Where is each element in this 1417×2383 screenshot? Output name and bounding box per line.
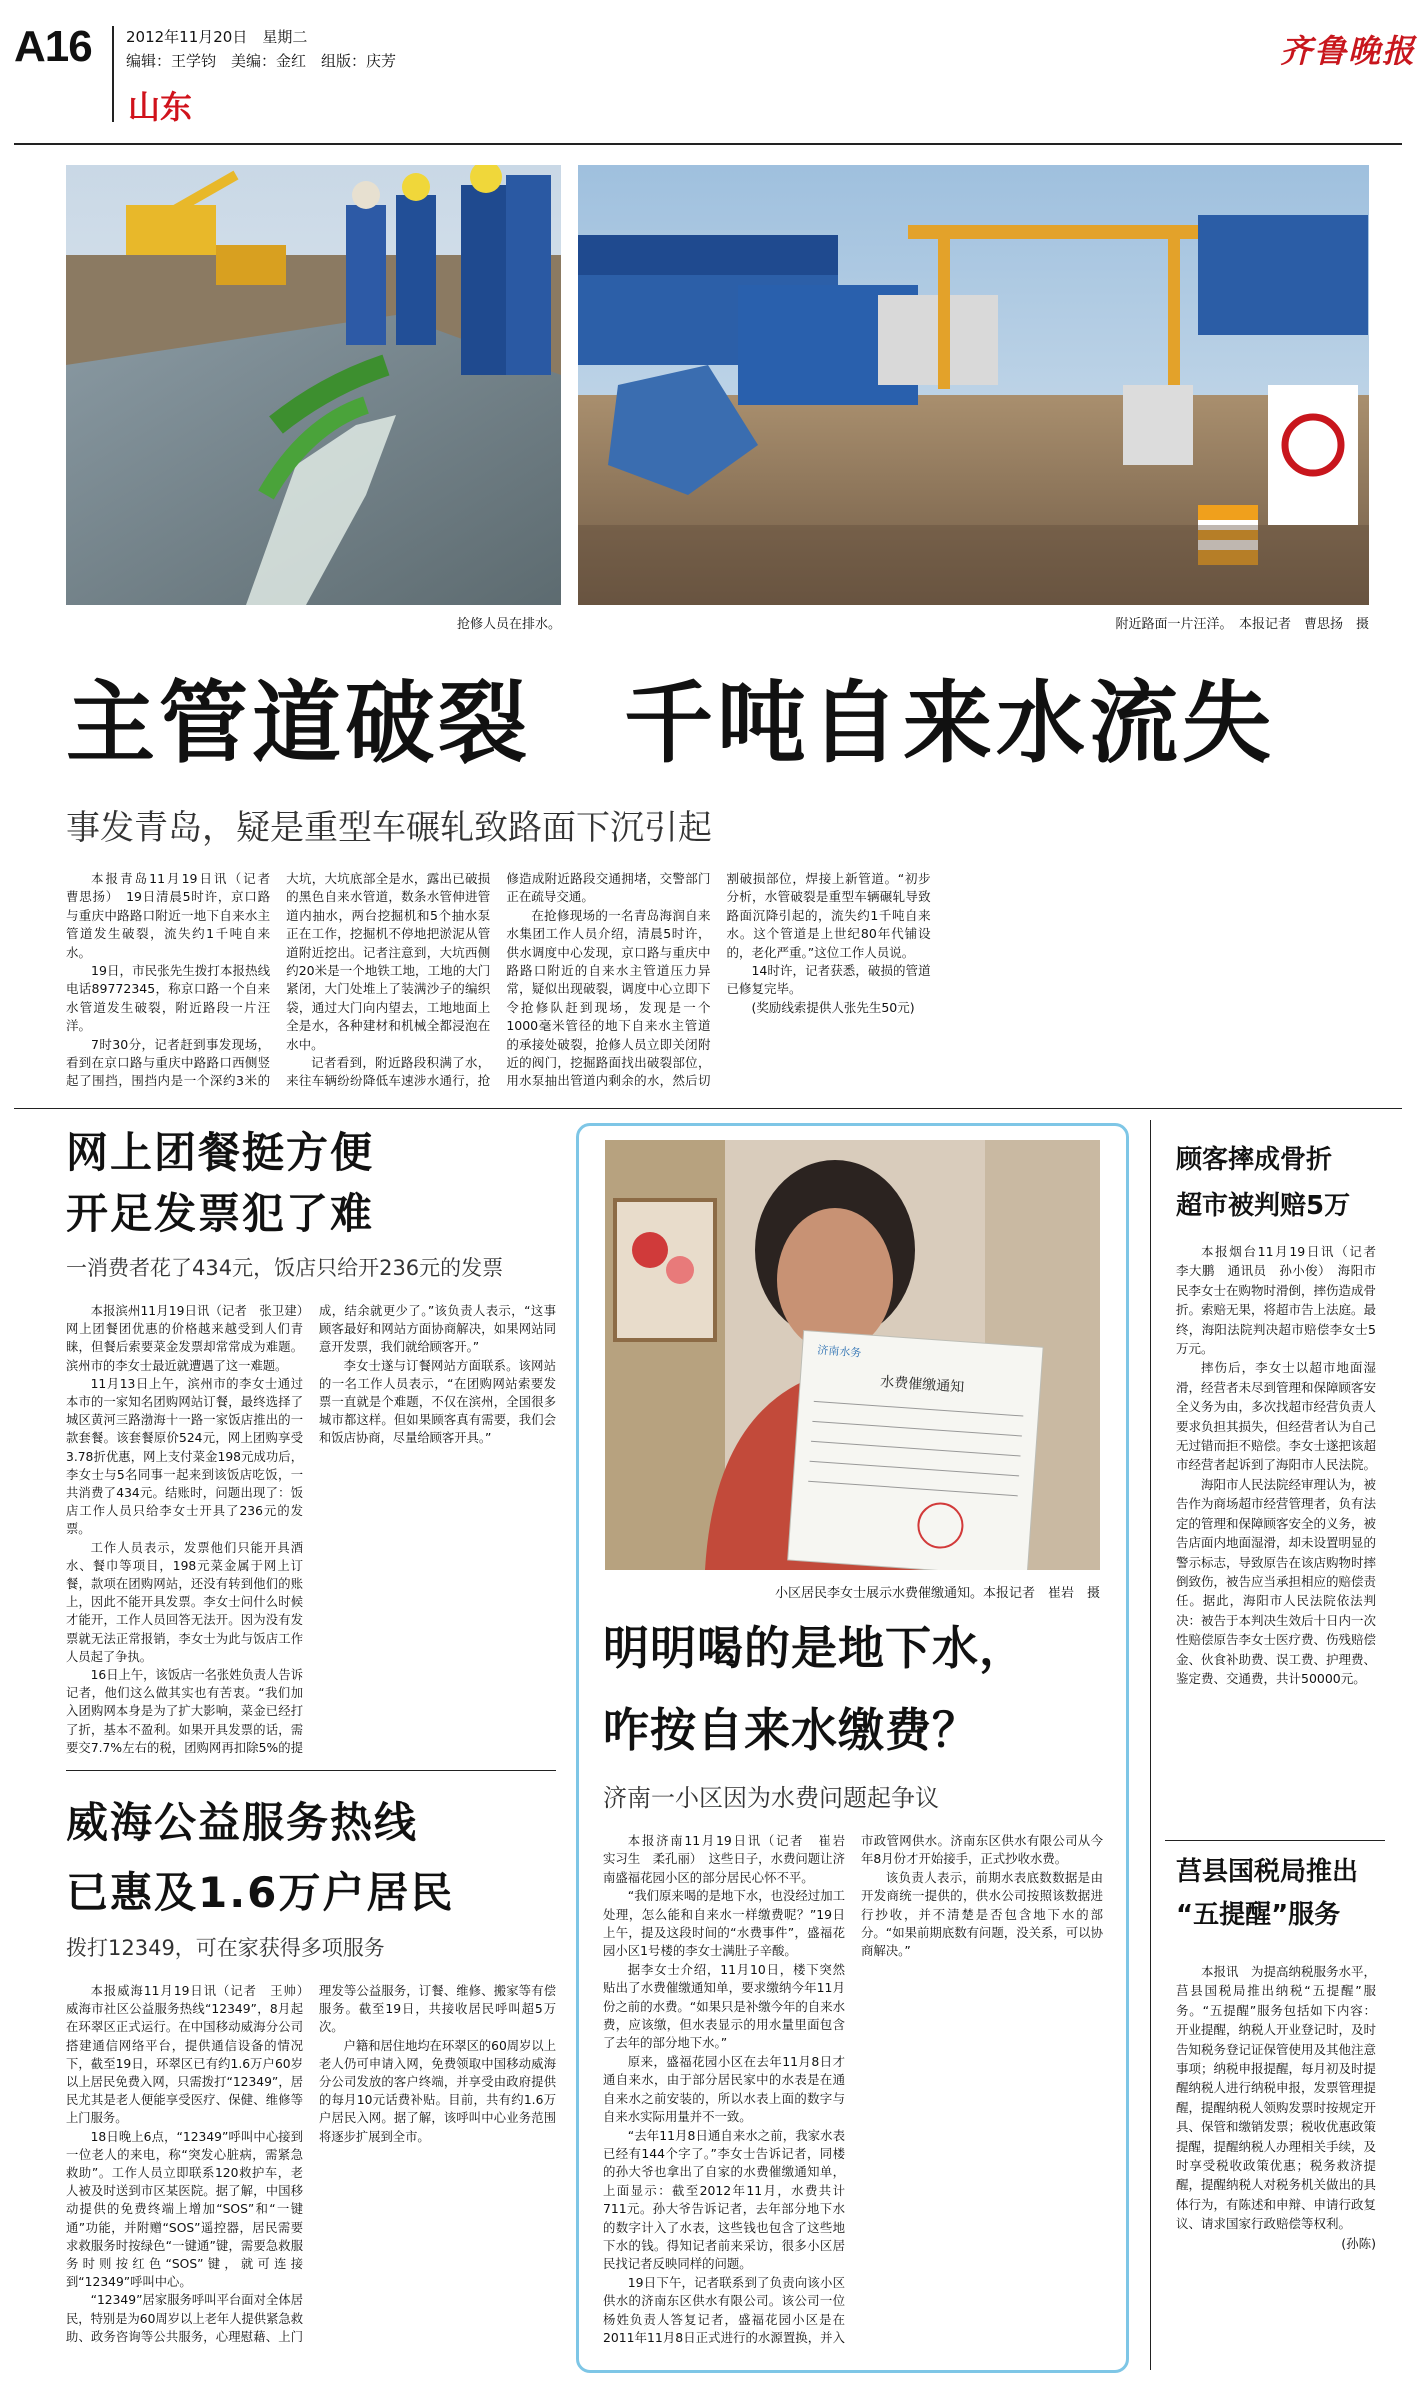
yantai-para: 海阳市人民法院经审理认为，被告作为商场超市经营管理者，负有法定的管理和保障顾客安全的义务，被告店面内地面湿滑，却未设置明显的警示标志，导致原告在该店购物时摔倒致伤，被告应当承担相应的赔偿责任。据此，海阳市人民法院依法判决：被告于本判决生效后十日内一次性赔偿原告李女士医疗费、伤残赔偿金、伙食补助费、误工费、护理费、鉴定费、交通费，共计50000元。 — [1176, 1476, 1377, 1686]
tuan-subhead: 一消费者花了434元，饭店只给开236元的发票 — [66, 1256, 504, 1280]
jinan-title-1: 明明喝的是地下水， — [603, 1621, 1026, 1675]
resident-with-notice-photo — [605, 1140, 1100, 1570]
tuan-title-2: 开足发票犯了难 — [66, 1189, 375, 1238]
juxian-para: 本报讯 为提高纳税服务水平，莒县国税局推出纳税“五提醒”服务。“五提醒”服务包括如下内容：开业提醒，纳税人开业登记时，及时告知税务登记证保管使用及其他注意事项；纳税申报提醒，每月初及时提醒纳税人进行纳税申报，发票管理提醒，提醒纳税人领购发票时按规定开具、保管和缴销发票；税收优惠政策提醒，提醒纳税人办理相关手续，及时享受税收政策优惠；税务救济提醒，提醒纳税人对税务机关做出的具体行为，有陈述和申辩、申请行政复议、请求国家行政赔偿等权利。 — [1176, 1964, 1377, 2232]
yantai-para: 摔伤后，李女士以超市地面湿滑，经营者未尽到管理和保障顾客安全义务为由，多次找超市经营负责人要求负担其损失，但经营者认为自己无过错而拒不赔偿。李女士遂把该超市经营者起诉到了海阳市人民法院。 — [1176, 1360, 1377, 1473]
weihai-para: 户籍和居住地均在环翠区的60周岁以上老人仍可申请入网，免费领取中国移动威海分公司发放的客户终端，并享受由政府提供的每月10元话费补贴。目前，共有约1.6万户居民入网。据了解，该呼叫中心业务范围将逐步扩展到全市。 — [319, 2038, 556, 2144]
lead-subhead: 事发青岛，疑是重型车碾轧致路面下沉引起 — [66, 808, 712, 848]
juxian-title-1: 莒县国税局推出 — [1176, 1857, 1359, 1887]
tuan-para: 李女士遂与订餐网站方面联系。该网站的一名工作人员表示，“在团购网站索要发票一直就是个难题，不仅在滨州，全国很多城市都这样。但如果顾客真有需要，我们会和饭店协商，尽量给顾客开具。” — [319, 1358, 556, 1446]
page-number: A16 — [14, 22, 92, 71]
tuan-para: 11月13日上午，滨州市的李女士通过本市的一家知名团购网站订餐，最终选择了城区黄河三路渤海十一路一家饭店推出的一款套餐。该套餐原价524元，网上团购享受3.78折优惠，网上支付菜金198元成功后，李女士与5名同事一起来到该饭店吃饭，一共消费了434元。结账时，问题出现了：饭店工作人员只给李女士开具了236元的发票。 — [66, 1376, 303, 1537]
jinan-subhead: 济南一小区因为水费问题起争议 — [603, 1784, 939, 1812]
flood-photo-caption: 附近路面一片汪洋。 本报记者 曹思扬 摄 — [1115, 617, 1369, 632]
yantai-body — [1176, 1242, 1389, 1688]
weihai-para: 18日晚上6点，“12349”呼叫中心接到一位老人的来电，称“突发心脏病，需紧急救助”。工作人员立即联系120救护车，老人被及时送到市区某医院。据了解，中国移动提供的免费终端上增加“SOS”和“一键通”功能，并附赠“SOS”遥控器，居民需要求救服务时按绿色“一键通”键，需要急救服务时则按红色“SOS”键，就可连接到“12349”呼叫中心。 — [66, 2129, 303, 2290]
weihai-para: “12349”居家服务呼叫平台面对全体居民，特别是为60周岁以上老年人提供紧急救助、政务咨询等公共服务，心理慰藉、上门理发等公益服务，订餐、维修、搬家等有偿服务。截至19日，共接收居民呼叫超5万次。 — [66, 1984, 556, 2344]
jinan-para: 19日下午，记者联系到了负责向该小区供水的济南东区供水有限公司。该公司一位杨姓负责人答复记者，盛福花园小区是在2011年11月8日正式进行的水源置换，并入市政管网供水。济南东区供水有限公司从今年8月份才开始接手，正式抄收水费。 — [603, 1833, 1103, 2345]
notice-title: 水费催缴通知 — [879, 1374, 965, 1396]
lead-para: (奖励线索提供人张先生50元) — [751, 999, 915, 1015]
jinan-para: 本报济南11月19日讯（记者 崔岩 实习生 柔孔丽） 这些日子，水费问题让济南盛福花园小区的部分居民心怀不平。 — [603, 1833, 858, 1885]
weihai-title-1: 威海公益服务热线 — [66, 1798, 419, 1847]
jinan-title-2: 咋按自来水缴费？ — [603, 1703, 979, 1757]
lead-para: 19日，市民张先生拨打本报热线电话89772345，称京口路一个自来水管道发生破裂，附近路段一片汪洋。 — [66, 963, 271, 1034]
weihai-para: 本报威海11月19日讯（记者 王帅） 威海市社区公益服务热线“12349”，8月起在环翠区正式运行。在中国移动威海分公司搭建通信网络平台，提供通信设备的情况下，截至19日，环翠区已有约1.6万户60岁以上居民免费入网，只需拨打“12349”，居民尤其是老人便能享受医疗、保健、维修等上门服务。 — [66, 1984, 316, 2126]
tuan-para: 16日上午，该饭店一名张姓负责人告诉记者，他们这么做其实也有苦衷。“我们加入团购网本身是为了扩大影响，菜金已经打了折，基本不盈利。如果开具发票的话，需要交7.7%左右的税，团购网再扣除5%的提成，结余就更少了。”该负责人表示，“这事顾客最好和网站方面协商解决，如果网站同意开发票，我们就给顾客开。” — [66, 1304, 556, 1755]
weihai-title-2: 已惠及1.6万户居民 — [66, 1868, 455, 1917]
notice-brand: 济南水务 — [816, 1343, 862, 1360]
lead-bottom-rule — [14, 1108, 1402, 1109]
jinan-body — [603, 1832, 1103, 2352]
lead-headline: 主管道破裂 千吨自来水流失 — [66, 671, 1275, 775]
yantai-title-1: 顾客摔成骨折 — [1176, 1145, 1333, 1175]
jinan-para: 该负责人表示，前期水表底数数据是由开发商统一提供的，供水公司按照该数据进行抄收，并不清楚是否包含地下水的部分。“如果前期底数有问题，没关系，可以协商解决。” — [861, 1869, 1103, 1959]
yantai-title-2: 超市被判赔5万 — [1176, 1191, 1351, 1221]
juxian-title-2: “五提醒”服务 — [1176, 1900, 1341, 1930]
juxian-body — [1176, 1962, 1376, 2253]
lead-para: 在抢修现场的一名青岛海润自来水集团工作人员介绍，清晨5时许，供水调度中心发现，京口路与重庆中路路口附近的自来水主管道压力异常，疑似出现破裂，调度中心立即下令抢修队赶到现场，发现是一个1000毫米管径的地下自来水主管道的承接处破裂，抢修人员立即关闭附近的阀门，挖掘路面找出破裂部位，用水泵抽出管道内剩余的水，然后切割破损部位，焊接上新管道。“初步分析，水管破裂是重型车辆碾轧导致路面沉降引起的，流失约1千吨自来水。这个管道是上世纪80年代铺设的，老化严重。”这位工作人员说。 — [506, 871, 931, 1089]
lead-para: 14时许，记者获悉，破损的管道已修复完毕。 — [726, 963, 931, 997]
weihai-body — [66, 1982, 556, 2362]
tuan-title-1: 网上团餐挺方便 — [66, 1128, 375, 1177]
date-line: 2012年11月20日 星期二 — [126, 28, 308, 46]
jinan-para: 原来，盛福花园小区在去年11月8日才通自来水，由于部分居民家中的水表是在通自来水之前安装的，所以水表上面的数字与自来水实际用量并不一致。 — [603, 2053, 845, 2125]
lead-para: 记者看到，附近路段积满了水，来往车辆纷纷降低车速涉水通行，抢修造成附近路段交通拥堵，交警部门正在疏导交通。 — [286, 871, 711, 1089]
lead-body — [66, 870, 1371, 1102]
lead-para: 本报青岛11月19日讯（记者 曹思扬） 19日清晨5时许，京口路与重庆中路路口附近一地下自来水主管道发生破裂，流失约1千吨自来水。 — [66, 871, 283, 960]
jinan-para: 据李女士介绍，11月10日，楼下突然贴出了水费催缴通知单，要求缴纳今年11月份之前的水费。“如果只是补缴今年的自来水费，应该缴，但水表显示的用水量里面包含了去年的部分地下水。” — [603, 1961, 845, 2051]
repair-photo-caption: 抢修人员在排水。 — [456, 617, 561, 632]
right-column-divider — [1150, 1120, 1151, 2370]
lead-para: 7时30分，记者赶到事发现场，看到在京口路与重庆中路路口西侧竖起了围挡，围挡内是一个深约3米的大坑，大坑底部全是水，露出已破损的黑色自来水管道，数条水管伸进管道内抽水，两台挖掘机和5个抽水泵正在工作，挖掘机不停地把淤泥从管道附近挖出。记者注意到，大坑西侧约20米是一个地铁工地，工地的大门紧闭，大门处堆上了装满沙子的编织袋，通过大门向内望去，工地地面上全是水，各种建材和机械全都浸泡在水中。 — [66, 871, 491, 1089]
yantai-bottom-rule — [1165, 1840, 1385, 1841]
repair-photo — [66, 165, 561, 605]
flooded-road-photo — [578, 165, 1369, 605]
header-rule — [14, 143, 1402, 145]
yantai-para: 本报烟台11月19日讯（记者 李大鹏 通讯员 孙小俊） 海阳市民李女士在购物时滑倒，摔伤造成骨折。索赔无果，将超市告上法庭。最终，海阳法院判决超市赔偿李女士5万元。 — [1176, 1244, 1389, 1357]
jinan-para: “我们原来喝的是地下水，也没经过加工处理，怎么能和自来水一样缴费呢？”19日上午，提及这段时间的“水费事件”，盛福花园小区1号楼的李女士满肚子辛酸。 — [603, 1888, 845, 1959]
masthead-logo: 齐鲁晚报 — [1280, 32, 1417, 70]
tuan-para: 工作人员表示，发票他们只能开具酒水、餐巾等项目，198元菜金属于网上订餐，款项在团购网站，还没有转到他们的账上，因此不能开具发票。李女士问什么时候才能开，工作人员回答无法开。因为没有发票就无法正常报销，李女士为此与饭店工作人员起了争执。 — [66, 1540, 303, 1664]
section-name: 山东 — [128, 88, 193, 126]
tuan-bottom-rule — [66, 1770, 556, 1771]
editor-line: 编辑：王学钧 美编：金红 组版：庆芳 — [126, 52, 397, 70]
juxian-byline: (孙陈) — [1341, 2235, 1376, 2251]
jinan-photo-caption: 小区居民李女士展示水费催缴通知。本报记者 崔岩 摄 — [774, 1586, 1100, 1601]
jinan-para: “去年11月8日通自来水之前，我家水表已经有144个字了。”李女士告诉记者，同楼的孙大爷也拿出了自家的水费催缴通知单，上面显示：截至2012年11月，水费共计711元。孙大爷告诉记者，去年部分地下水的数字计入了水表，这些钱也包含了这些地下水的钱。得知记者前来采访，很多小区居民找记者反映同样的问题。 — [603, 2127, 845, 2272]
tuan-body — [66, 1302, 556, 1762]
tuan-para: 本报滨州11月19日讯（记者 张卫建） 网上团餐团优惠的价格越来越受到人们青睐，但餐后索要菜金发票却常常成为难题。滨州市的李女士最近就遭遇了这一难题。 — [66, 1304, 316, 1373]
header-divider-vertical — [112, 26, 114, 122]
weihai-subhead: 拨打12349，可在家获得多项服务 — [66, 1936, 385, 1960]
